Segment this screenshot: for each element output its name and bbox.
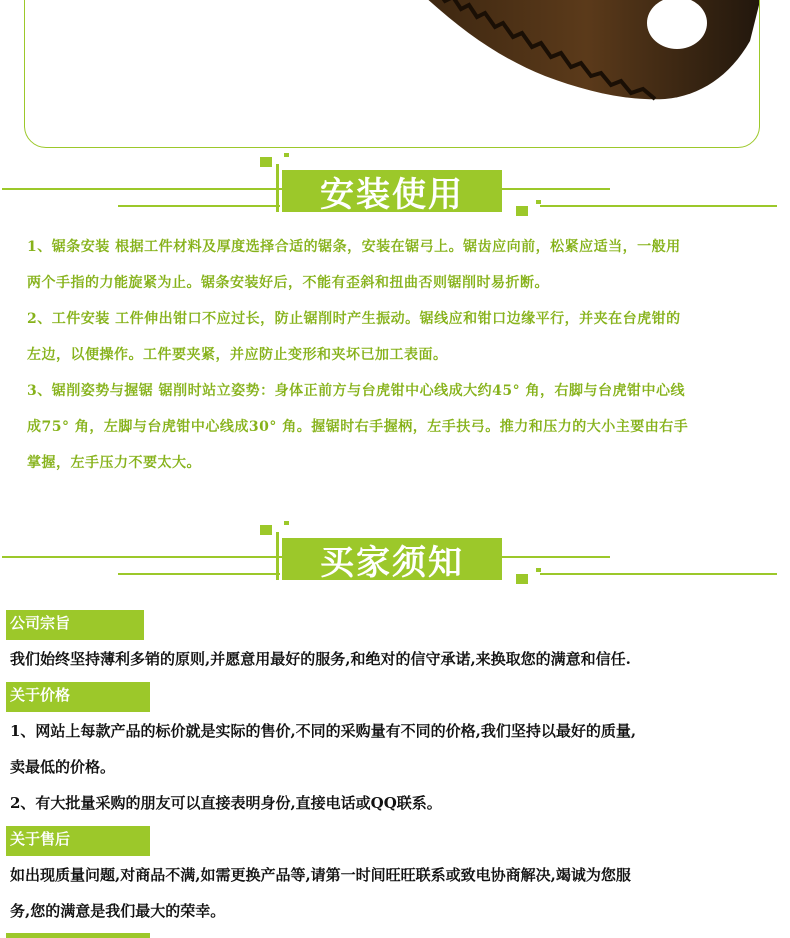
- buyer-section-banner: [0, 518, 790, 598]
- product-photo-frame: [24, 0, 760, 148]
- buyer-section-title: 买家须知: [320, 542, 464, 583]
- install-text-line: 1、锯条安装 根据工件材料及厚度选择合适的锯条，安装在锯弓上。锯齿应向前，松紧应适当，一般用: [27, 239, 681, 255]
- install-section-title: 安装使用: [320, 174, 464, 215]
- price-text-line: 1、网站上每款产品的标价就是实际的售价,不同的采购量有不同的价格,我们坚持以最好的质量,: [10, 722, 637, 740]
- tag-about-price: 关于价格: [6, 682, 150, 712]
- install-text-line: 3、锯削姿势与握锯 锯削时站立姿势：身体正前方与台虎钳中心线成大约45° 角，右脚与台虎钳中心线: [27, 383, 685, 399]
- tag-company-purpose: 公司宗旨: [6, 610, 144, 640]
- install-text-line: 掌握，左手压力不要太大。: [27, 455, 201, 471]
- company-text-line: 我们始终坚持薄利多销的原则,并愿意用最好的服务,和绝对的信守承诺,来换取您的满意和信任.: [10, 650, 631, 668]
- tag-after-sale: 关于售后: [6, 826, 150, 856]
- install-text-line: 成75° 角，左脚与台虎钳中心线成30° 角。握锯时右手握柄，左手扶弓。推力和压力的大小主要由右手: [27, 419, 689, 435]
- saw-blade-image: [25, 0, 760, 148]
- aftersale-text-line: 务,您的满意是我们最大的荣幸。: [10, 902, 226, 920]
- install-text-line: 左边，以便操作。工件要夹紧，并应防止变形和夹坏已加工表面。: [27, 347, 448, 363]
- aftersale-text-line: 如出现质量问题,对商品不满,如需更换产品等,请第一时间旺旺联系或致电协商解决,竭诚为您服: [10, 866, 631, 884]
- install-text-line: 2、工件安装 工件伸出钳口不应过长，防止锯削时产生振动。锯线应和钳口边缘平行，并夹在台虎钳的: [27, 311, 681, 327]
- next-tag-edge: [6, 933, 150, 938]
- price-text-line: 卖最低的价格。: [10, 758, 116, 776]
- install-text-line: 两个手指的力能旋紧为止。锯条安装好后，不能有歪斜和扭曲否则锯削时易折断。: [27, 275, 549, 291]
- install-section-banner: [0, 150, 790, 230]
- price-text-line: 2、有大批量采购的朋友可以直接表明身份,直接电话或QQ联系。: [10, 794, 442, 812]
